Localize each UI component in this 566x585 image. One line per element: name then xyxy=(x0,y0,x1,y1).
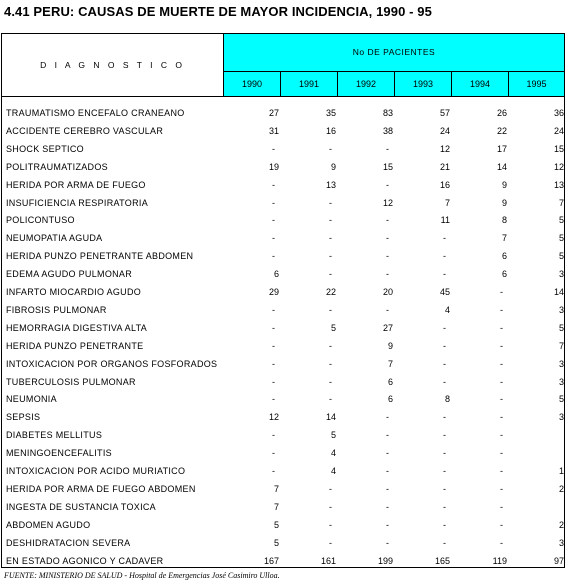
patient-count-cell: - xyxy=(272,215,275,226)
patient-count-cell: 6 xyxy=(387,376,393,387)
diagnosis-label: NEUMONIA xyxy=(6,394,57,405)
patient-count-cell: 199 xyxy=(377,555,393,566)
diagnosis-label: SEPSIS xyxy=(6,412,41,423)
patient-count-cell: - xyxy=(500,430,503,441)
patient-count-cell: - xyxy=(272,430,275,441)
patient-count-cell: - xyxy=(272,376,275,387)
patient-count-cell: - xyxy=(443,519,446,530)
patient-count-cell: 6 xyxy=(501,269,507,280)
diagnosis-label: MENINGOENCEFALITIS xyxy=(6,448,112,459)
patient-count-cell: 9 xyxy=(501,197,507,208)
table-row xyxy=(2,445,564,463)
diagnosis-label: HERIDA POR ARMA DE FUEGO ABDOMEN xyxy=(6,483,196,494)
patient-count-cell: - xyxy=(443,340,446,351)
diagnosis-label: DIABETES MELLITUS xyxy=(6,430,103,441)
patient-count-cell: 8 xyxy=(444,394,450,405)
diagnosis-label: EN ESTADO AGONICO Y CADAVER xyxy=(6,555,164,566)
patient-count-cell: 6 xyxy=(387,394,393,405)
patient-count-cell: - xyxy=(329,483,332,494)
diagnosis-label: INTOXICACION POR ACIDO MURIATICO xyxy=(6,466,186,476)
patient-count-cell: 2 xyxy=(558,483,564,494)
patient-count-cell: 12 xyxy=(382,197,393,208)
patient-count-cell: 2 xyxy=(558,519,564,530)
data-table xyxy=(1,33,565,568)
table-row xyxy=(2,553,564,571)
patient-count-cell: - xyxy=(500,376,503,387)
patient-count-cell: 35 xyxy=(325,108,336,118)
patient-count-cell: 7 xyxy=(501,233,507,244)
patient-count-cell: 14 xyxy=(325,412,336,423)
patient-count-cell: - xyxy=(272,358,275,369)
patient-count-cell: - xyxy=(386,519,389,530)
patient-count-cell: 4 xyxy=(330,448,336,459)
patient-count-cell: 5 xyxy=(330,430,336,441)
patient-count-cell: 6 xyxy=(501,251,507,262)
patient-count-cell: 5 xyxy=(558,251,564,262)
patient-count-cell: - xyxy=(443,537,446,548)
patient-count-cell: 16 xyxy=(325,125,336,136)
patient-count-cell: 24 xyxy=(439,125,450,136)
patient-count-cell: 5 xyxy=(558,322,564,333)
patient-count-cell: 22 xyxy=(496,125,507,136)
patient-count-cell: - xyxy=(386,430,389,441)
table-row xyxy=(2,463,564,481)
patient-count-cell: 27 xyxy=(268,108,279,118)
table-row xyxy=(2,499,564,517)
patient-count-cell: - xyxy=(272,340,275,351)
patient-count-cell: 13 xyxy=(553,179,564,190)
patient-count-cell: 3 xyxy=(558,376,564,387)
patient-count-cell: - xyxy=(272,394,275,405)
patient-count-cell: 97 xyxy=(553,555,564,566)
patient-count-cell: 161 xyxy=(320,555,336,566)
diagnosis-label: FIBROSIS PULMONAR xyxy=(6,304,107,315)
table-row xyxy=(2,123,564,141)
patient-count-cell: 1 xyxy=(558,466,564,476)
patient-count-cell: - xyxy=(500,537,503,548)
patient-count-cell: - xyxy=(329,197,332,208)
patient-count-cell: 167 xyxy=(263,555,279,566)
table-row xyxy=(2,320,564,338)
patient-count-cell: 12 xyxy=(553,161,564,172)
patient-count-cell: 13 xyxy=(325,179,336,190)
patient-count-cell: 9 xyxy=(501,179,507,190)
diagnosis-label: DESHIDRATACION SEVERA xyxy=(6,537,131,548)
diagnosis-label: HEMORRAGIA DIGESTIVA ALTA xyxy=(6,322,148,333)
patient-count-cell: 7 xyxy=(558,340,564,351)
diagnosis-label: HERIDA PUNZO PENETRANTE ABDOMEN xyxy=(6,251,194,262)
year-header: 1993 xyxy=(395,72,452,97)
table-row xyxy=(2,391,564,409)
patient-count-cell: 6 xyxy=(273,269,279,280)
table-row xyxy=(2,535,564,553)
patient-count-cell: - xyxy=(443,483,446,494)
patient-count-cell: 14 xyxy=(553,287,564,297)
table-row xyxy=(2,248,564,266)
patient-count-cell: - xyxy=(329,269,332,280)
patient-count-cell: - xyxy=(443,501,446,512)
patient-count-cell: - xyxy=(386,179,389,190)
patient-count-cell: 21 xyxy=(439,161,450,172)
patient-count-cell: - xyxy=(329,537,332,548)
patient-count-cell: 11 xyxy=(440,215,450,226)
patient-count-cell: 15 xyxy=(553,143,564,154)
patient-count-cell: - xyxy=(500,519,503,530)
patient-count-cell: - xyxy=(386,501,389,512)
diagnosis-label: HERIDA POR ARMA DE FUEGO xyxy=(6,179,146,190)
table-row xyxy=(2,427,564,445)
pacientes-group-header-label: No DE PACIENTES xyxy=(352,47,436,57)
patient-count-cell: - xyxy=(329,519,332,530)
table-row xyxy=(2,105,564,123)
year-header: 1990 xyxy=(224,72,281,97)
patient-count-cell: 7 xyxy=(444,197,450,208)
patient-count-cell: - xyxy=(500,466,503,476)
table-row xyxy=(2,374,564,392)
patient-count-cell: - xyxy=(386,466,389,476)
patient-count-cell: 4 xyxy=(444,304,450,315)
table-row xyxy=(2,409,564,427)
patient-count-cell: - xyxy=(272,322,275,333)
patient-count-cell: - xyxy=(500,358,503,369)
patient-count-cell: - xyxy=(272,143,275,154)
table-row xyxy=(2,356,564,374)
patient-count-cell: - xyxy=(386,233,389,244)
patient-count-cell: - xyxy=(500,340,503,351)
patient-count-cell: - xyxy=(386,304,389,315)
year-header: 1992 xyxy=(338,72,395,97)
patient-count-cell: 3 xyxy=(558,269,564,280)
patient-count-cell: - xyxy=(500,412,503,423)
diagnosis-label: SHOCK SEPTICO xyxy=(6,143,84,154)
patient-count-cell: 5 xyxy=(558,215,564,226)
patient-count-cell: 29 xyxy=(268,287,279,297)
patient-count-cell: - xyxy=(329,304,332,315)
patient-count-cell: 24 xyxy=(553,125,564,136)
patient-count-cell: - xyxy=(386,269,389,280)
patient-count-cell: 22 xyxy=(325,287,336,297)
diagnosis-label: POLICONTUSO xyxy=(6,215,75,226)
patient-count-cell: - xyxy=(443,269,446,280)
patient-count-cell: - xyxy=(272,251,275,262)
year-header: 1991 xyxy=(281,72,338,97)
patient-count-cell: - xyxy=(329,358,332,369)
diagnosis-label: POLITRAUMATIZADOS xyxy=(6,161,108,172)
table-title: 4.41 PERU: CAUSAS DE MUERTE DE MAYOR INCIDENCIA, 1990 - 95 xyxy=(4,4,432,19)
patient-count-cell: 3 xyxy=(558,412,564,423)
patient-count-cell: 12 xyxy=(439,143,450,154)
patient-count-cell: - xyxy=(329,376,332,387)
diagnostico-header xyxy=(2,34,224,97)
diagnosis-label: TUBERCULOSIS PULMONAR xyxy=(6,376,136,387)
table-row xyxy=(2,266,564,284)
patient-count-cell: 20 xyxy=(382,287,393,297)
patient-count-cell: 83 xyxy=(382,108,393,118)
patient-count-cell: - xyxy=(443,448,446,459)
table-row xyxy=(2,517,564,535)
patient-count-cell: - xyxy=(443,430,446,441)
patient-count-cell: 17 xyxy=(496,143,507,154)
patient-count-cell: - xyxy=(443,233,446,244)
patient-count-cell: - xyxy=(386,483,389,494)
patient-count-cell: 7 xyxy=(273,501,279,512)
patient-count-cell: - xyxy=(443,251,446,262)
patient-count-cell: - xyxy=(329,215,332,226)
patient-count-cell: 5 xyxy=(273,537,279,548)
patient-count-cell: - xyxy=(500,304,503,315)
patient-count-cell: - xyxy=(443,322,446,333)
source-note: FUENTE: MINISTERIO DE SALUD - Hospital de Emergencias José Casimiro Ulloa. xyxy=(4,571,280,580)
diagnosis-label: INSUFICIENCIA RESPIRATORIA xyxy=(6,197,148,208)
patient-count-cell: 15 xyxy=(382,161,393,172)
diagnosis-label: INTOXICACION POR ORGANOS FOSFORADOS xyxy=(6,358,218,369)
patient-count-cell: - xyxy=(272,197,275,208)
patient-count-cell: - xyxy=(272,233,275,244)
patient-count-cell: 7 xyxy=(273,483,279,494)
patient-count-cell: - xyxy=(500,394,503,405)
patient-count-cell: - xyxy=(500,287,503,297)
diagnosis-label: HERIDA PUNZO PENETRANTE xyxy=(6,340,144,351)
patient-count-cell: - xyxy=(386,412,389,423)
patient-count-cell: - xyxy=(386,251,389,262)
patient-count-cell: - xyxy=(500,501,503,512)
patient-count-cell: - xyxy=(329,143,332,154)
patient-count-cell: - xyxy=(329,251,332,262)
patient-count-cell: 4 xyxy=(330,466,336,476)
patient-count-cell: - xyxy=(272,448,275,459)
patient-count-cell: - xyxy=(386,537,389,548)
patient-count-cell: - xyxy=(386,215,389,226)
patient-count-cell: - xyxy=(443,412,446,423)
patient-count-cell: 7 xyxy=(558,197,564,208)
patient-count-cell: 9 xyxy=(387,340,393,351)
diagnosis-label: ACCIDENTE CEREBRO VASCULAR xyxy=(6,125,164,136)
diagnosis-label: EDEMA AGUDO PULMONAR xyxy=(6,269,133,280)
patient-count-cell: 165 xyxy=(434,555,450,566)
diagnosis-label: ABDOMEN AGUDO xyxy=(6,519,91,530)
table-row xyxy=(2,481,564,499)
patient-count-cell: 19 xyxy=(268,161,279,172)
diagnosis-label: INGESTA DE SUSTANCIA TOXICA xyxy=(6,501,156,512)
patient-count-cell: 16 xyxy=(439,179,450,190)
table-row xyxy=(2,159,564,177)
patient-count-cell: 5 xyxy=(273,519,279,530)
diagnosis-label: INFARTO MIOCARDIO AGUDO xyxy=(6,287,142,297)
table-row xyxy=(2,338,564,356)
table-row xyxy=(2,302,564,320)
diagnosis-label: NEUMOPATIA AGUDA xyxy=(6,233,103,244)
patient-count-cell: - xyxy=(272,179,275,190)
patient-count-cell: 38 xyxy=(382,125,393,136)
pacientes-group-header xyxy=(224,34,564,72)
patient-count-cell: 26 xyxy=(496,108,507,118)
patient-count-cell: - xyxy=(329,233,332,244)
patient-count-cell: - xyxy=(329,340,332,351)
patient-count-cell: 31 xyxy=(268,125,279,136)
patient-count-cell: 7 xyxy=(387,358,393,369)
patient-count-cell: 8 xyxy=(501,215,507,226)
patient-count-cell: 119 xyxy=(492,555,507,566)
patient-count-cell: - xyxy=(386,143,389,154)
patient-count-cell: - xyxy=(500,322,503,333)
patient-count-cell: 45 xyxy=(439,287,450,297)
patient-count-cell: 27 xyxy=(382,322,393,333)
diagnostico-header-label: D I A G N O S T I C O xyxy=(40,60,185,70)
diagnosis-label: TRAUMATISMO ENCEFALO CRANEANO xyxy=(6,108,185,118)
patient-count-cell: - xyxy=(443,466,446,476)
patient-count-cell: - xyxy=(386,448,389,459)
patient-count-cell: - xyxy=(500,448,503,459)
patient-count-cell: 3 xyxy=(558,537,564,548)
table-row xyxy=(2,284,564,302)
patient-count-cell: - xyxy=(443,358,446,369)
patient-count-cell: 3 xyxy=(558,304,564,315)
patient-count-cell: 5 xyxy=(330,322,336,333)
year-header: 1994 xyxy=(452,72,509,97)
table-row xyxy=(2,141,564,159)
patient-count-cell: 14 xyxy=(496,161,507,172)
patient-count-cell: - xyxy=(272,466,275,476)
patient-count-cell: - xyxy=(443,376,446,387)
patient-count-cell: - xyxy=(272,304,275,315)
patient-count-cell: 9 xyxy=(330,161,336,172)
patient-count-cell: - xyxy=(500,483,503,494)
table-row xyxy=(2,195,564,213)
patient-count-cell: - xyxy=(329,501,332,512)
table-row xyxy=(2,230,564,248)
patient-count-cell: - xyxy=(329,394,332,405)
patient-count-cell: 5 xyxy=(558,394,564,405)
patient-count-cell: 12 xyxy=(268,412,279,423)
patient-count-cell: 3 xyxy=(558,358,564,369)
patient-count-cell: 57 xyxy=(439,108,450,118)
year-header: 1995 xyxy=(509,72,564,97)
table-row xyxy=(2,177,564,195)
patient-count-cell: 36 xyxy=(553,108,564,118)
patient-count-cell: 5 xyxy=(558,233,564,244)
table-row xyxy=(2,212,564,230)
